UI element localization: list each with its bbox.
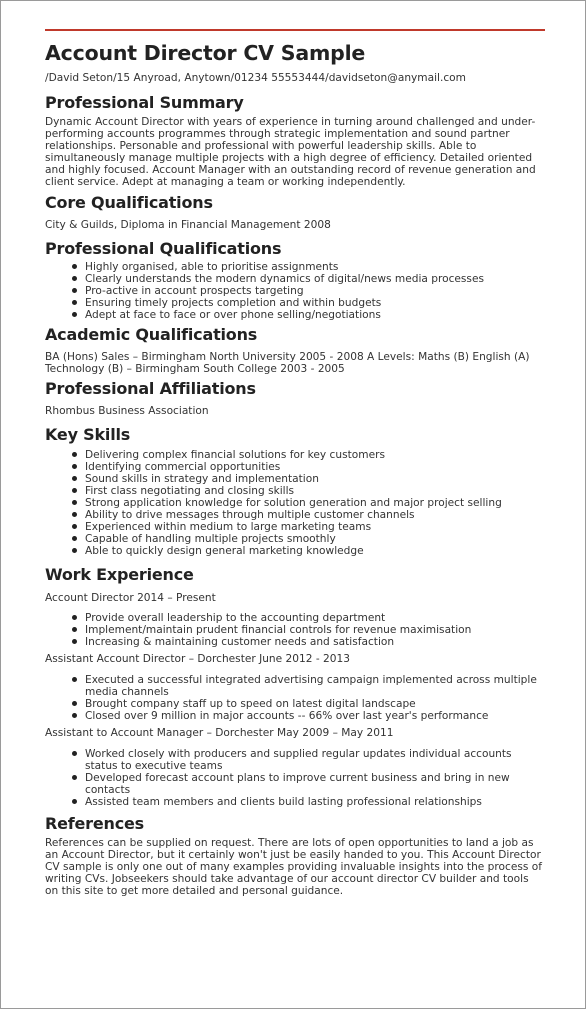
- key-skills-list: [45, 449, 545, 557]
- section-heading: Professional Summary: [45, 93, 244, 112]
- list-item: Adept at face to face or over phone selling/negotiations: [45, 309, 545, 321]
- list-item: Worked closely with producers and supplied regular updates individual accounts status to executive teams: [45, 748, 545, 772]
- list-item: Experienced within medium to large marketing teams: [45, 521, 545, 533]
- list-item: Pro-active in account prospects targeting: [45, 285, 545, 297]
- list-item: Ability to drive messages through multiple customer channels: [45, 509, 545, 521]
- job-duties-list: [45, 674, 545, 722]
- list-item: Highly organised, able to prioritise assignments: [45, 261, 545, 273]
- list-item: Capable of handling multiple projects smoothly: [45, 533, 545, 545]
- list-item: Clearly understands the modern dynamics of digital/news media processes: [45, 273, 545, 285]
- list-item: Delivering complex financial solutions for key customers: [45, 449, 545, 461]
- academic-qualifications-text: BA (Hons) Sales – Birmingham North University 2005 - 2008 A Levels: Maths (B) English (A) Technology (B) – Birmingham South College 2003 - 2005: [45, 351, 530, 375]
- list-item: Sound skills in strategy and implementation: [45, 473, 545, 485]
- list-item: Able to quickly design general marketing knowledge: [45, 545, 545, 557]
- section-professional-summary: [45, 93, 545, 188]
- list-item: Closed over 9 million in major accounts -- 66% over last year's performance: [45, 710, 545, 722]
- list-item: First class negotiating and closing skills: [45, 485, 545, 497]
- job-title: Account Director 2014 – Present: [45, 592, 216, 604]
- job-duties-list: [45, 612, 545, 648]
- section-heading: Professional Affiliations: [45, 379, 256, 398]
- list-item: Assisted team members and clients build lasting professional relationships: [45, 796, 545, 808]
- core-qualifications-text: City & Guilds, Diploma in Financial Management 2008: [45, 219, 331, 231]
- section-heading: Work Experience: [45, 565, 194, 584]
- job-title: Assistant to Account Manager – Dorchester May 2009 – May 2011: [45, 727, 394, 739]
- list-item: Increasing & maintaining customer needs and satisfaction: [45, 636, 545, 648]
- list-item: Executed a successful integrated advertising campaign implemented across multiple media channels: [45, 674, 545, 698]
- section-heading: References: [45, 814, 144, 833]
- section-academic-qualifications: [45, 325, 545, 375]
- section-work-experience: [45, 565, 545, 808]
- list-item: Implement/maintain prudent financial controls for revenue maximisation: [45, 624, 545, 636]
- summary-text: Dynamic Account Director with years of experience in turning around challenged and under-performing accounts programmes through strategic implementation and sound partner relationships. Personable and professional with powerful leadership skills. Able to simultaneously manage multiple projects with a high degree of efficiency. Detailed oriented and highly focused. Account Manager with an outstanding record of revenue generation and client service. Adept at managing a team or working independently.: [45, 116, 536, 188]
- job-title: Assistant Account Director – Dorchester June 2012 - 2013: [45, 653, 351, 665]
- list-item: Identifying commercial opportunities: [45, 461, 545, 473]
- list-item: Developed forecast account plans to improve current business and bring in new contacts: [45, 772, 545, 796]
- section-professional-qualifications: [45, 239, 545, 321]
- job-duties-list: [45, 748, 545, 808]
- top-accent-rule: [45, 29, 545, 31]
- affiliations-text: Rhombus Business Association: [45, 405, 209, 417]
- section-heading: Core Qualifications: [45, 193, 213, 212]
- list-item: Ensuring timely projects completion and within budgets: [45, 297, 545, 309]
- references-text: References can be supplied on request. There are lots of open opportunities to land a job as an Account Director, but it certainly won't just be easily handed to you. This Account Director CV sample is only one out of many examples providing invaluable insights into the process of writing CVs. Jobseekers should take advantage of our account director CV builder and tools on this site to get more detailed and personal guidance.: [45, 837, 542, 897]
- section-professional-affiliations: [45, 379, 545, 417]
- section-heading: Academic Qualifications: [45, 325, 258, 344]
- list-item: Brought company staff up to speed on latest digital landscape: [45, 698, 545, 710]
- section-heading: Professional Qualifications: [45, 239, 282, 258]
- section-core-qualifications: [45, 193, 545, 231]
- professional-qualifications-list: [45, 261, 545, 321]
- list-item: Strong application knowledge for solution generation and major project selling: [45, 497, 545, 509]
- section-references: [45, 814, 545, 897]
- contact-line: /David Seton/15 Anyroad, Anytown/01234 55553444/davidseton@anymail.com: [45, 72, 466, 84]
- list-item: Provide overall leadership to the accounting department: [45, 612, 545, 624]
- page-title: Account Director CV Sample: [45, 41, 366, 65]
- section-key-skills: [45, 425, 545, 557]
- section-heading: Key Skills: [45, 425, 131, 444]
- cv-content: [45, 39, 545, 897]
